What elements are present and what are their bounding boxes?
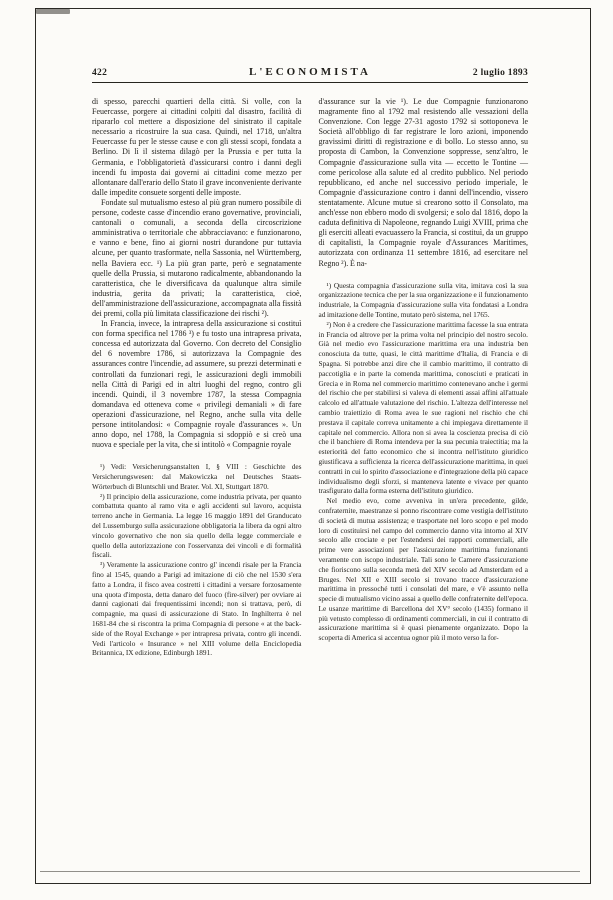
paragraph: Fondate sul mutualismo esteso al più gran numero possibile di persone, codeste casse d'incendio erano governative, provinciali, cantonali o comunali, a seconda della circoscrizione amministrativa o territoriale che abbracciavano: e funzionarono, e vanno e bene, fino ai giorni nostri durandone pur tuttavia alcune, per quanto trasformate, nella Sassonia, nel Württemberg, nella Baviera ecc. ¹) La più gran parte, però e segnatamente quelle della Prussia, si mutarono radicalmente, abbandonando la caratteristica, che le diversificava da qualunque altra simile industria, gerita da privati; la caratteristica, cioè, dell'amministrazione dell'assicurazione, accompagnata alla fissità dei premi, colla più limitata classificazione dei rischi ²). <box>92 197 302 318</box>
paragraph: In Francia, invece, la intrapresa della assicurazione si costituì con forma specifica nel 1786 ³) e fu tosto una intrapresa privata, concessa ed autorizzata dal Governo. Con decreto del Consiglio del 6 novembre 1786, si autorizzava la Compagnie des assurances contre l'incendie, ad assumere, su prezzi determinati e controllati da funzionari regi, le assicurazioni degli immobili nella Città di Parigi ed in altri luoghi del regno, contro gli incendi. Quindi, il 3 novembre 1787, la stessa Compagnia domandava ed otteneva come « privilegi demaniali » di fare operazioni d'assicurazione, nel Regno, anche sulla vita delle persone intitolandosi: « Compagnie royale d'assurances ». Un anno dopo, nel 1788, la Compagnia si sdoppiò e si creò una nuova e speciale per la vita, che si intitolò « Compagnie royale <box>92 319 302 450</box>
issue-date: 2 luglio 1893 <box>472 68 528 78</box>
right-column <box>319 97 529 658</box>
scan-artifact <box>36 9 70 14</box>
footnote: ³) Veramente la assicurazione contro gl' incendi risale per la Francia fino al 1545, quando a Parigi ad imitazione di ciò che nel 1530 s'era fatto a Londra, il fisco avea costretti i cittadini a versare forzosamente una quota d'imposta, detta danaro del fuoco (fire-silver) per ovviare ai danni cagionati dai frequentissimi incendi; non si trattava, però, di compagnie, ma quasi di assicurazione di Stato. In Inghilterra è nel 1681-84 che si riscontra la prima Compagnia di persone « at the back-side of the Royal Exchange » per intrapresa privata, contro gli incendi. Vedi l'articolo « Insurance » nel XIII volume della Enciclopedia Britannica, IX edizione, Edinburgh 1891. <box>92 560 302 658</box>
right-column-text <box>319 97 529 269</box>
paragraph: di spesso, parecchi quartieri della città. Si volle, con la Feuercasse, porgere ai cittadini colpiti dal disastro, facilità di ripararlo col mettere a disposizione del sinistrato il capitale necessario a ricostruire la sua casa. Quindi, nel 1718, un'altra Feuercasse fu per le stesse cause e con gli stessi scopi, fondata a Berlino. Di lì il sistema dilagò per la Prussia e per tutta la Germania, e l'obbligatorietà d'assicurarsi contro i danni degli incendi fu imposta dai governi ai cittadini come mezzo per allontanare dall'erario dello Stato il grave inconveniente derivante dalle impedite consuete sorgenti delle imposte. <box>92 97 302 197</box>
footnote: ¹) Vedi: Versicherungsanstalten I, § VIII : Geschichte des Versicherungswesen: dal Makowiczka nel Deutsches Staats-Wörterbuch di Bluntschli und Brater. Vol. XI, Stuttgart 1870. <box>92 462 302 491</box>
paragraph: d'assurance sur la vie ¹). Le due Compagnie funzionarono magramente fino al 1792 mal resistendo alle vessazioni della Convenzione. Con legge 27-31 agosto 1792 si sottoponeva le Società all'obbligo di far registrare le loro azioni, imponendo gravissimi diritti di registrazione e di bollo. Lo stesso anno, su proposta di Cambon, la Convenzione soppresse, senz'altro, le Compagnie d'assicurazione sulla vita — eccetto le Tontine — come pericolose alla salute ed al credito pubblico. Nel periodo repubblicano, ed anche nel successivo periodo imperiale, le Compagnie d'assicurazione contro i danni dell'incendio, vissero stentatamente. Alcune mutue si crearono sotto il Consolato, ma anch'esse non ebbero modo di svolgersi; e solo dal 1816, dopo la caduta definitiva di Napoleone, regnando Luigi XVIII, prima che gli eserciti alleati evacuassero la Francia, si costituì, da un gruppo di capitalisti, la Compagnie royale d'Assurances Maritimes, autorizzata con ordinanza 11 settembre 1816, ad esercitare nel Regno ²). È na- <box>318 97 528 268</box>
footnote: ²) Il principio della assicurazione, come industria privata, per quanto combattuta quanto al ramo vita e agli accidenti sul lavoro, acquista terreno anche in Germania. La legge 16 maggio 1891 del Granducato del Lussemburgo sulla assicurazione obbligatoria la libera da ogni altro vincolo governativo che non sia quello della legge commerciale e quello della autorizzazione con l'osservanza dei vincoli e di formalità fiscali. <box>92 491 302 560</box>
page-number: 422 <box>92 68 108 78</box>
left-column-footnotes <box>92 462 302 658</box>
footnote: Nel medio evo, come avveniva in un'era precedente, gilde, confraternite, maestranze si ponno riscontrare come vestigia dell'istituto di società di mutua assistenza; e trasportate nel loro scopo e pel modo loro di costituirsi nel campo del commercio danno vita intorno al XIV secolo alle crociate e per l'estendersi dei rapporti commerciali, alle prime vere associazioni per l'assicurazione marittima funzionanti veramente con iscopo industriale. Tali sono le Camere d'assicurazione che fioriscono sulla seconda metà del XIV secolo ad Amsterdam ed a Bruges. Nel XII e XIII secolo si trovano tracce d'assicurazione marittima in pressoché tutti i consolati del mare, e v'è assunto nella specie di mutualismo vicino assai a quello delle confraternite dell'epoca. Le usanze marittime di Barcellona del XV° secolo (1435) formano il più vetusto complesso di ordinamenti commerciali, in cui il contratto di assicurazione marittima si è quasi pienamente organizzato. Dopo la scoperta di America si accentua ognor più il moto verso la for- <box>318 496 528 643</box>
text-columns <box>92 97 528 658</box>
footnote: ²) Non è a credere che l'assicurazione marittima facesse la sua entrata in Francia od altrove per la prima volta nel principio del nostro secolo. Già nel medio evo l'assicurazione marittima era una industria ben conosciuta da tutte, quasi, le città marittime d'Italia, di Francia e di Spagna. Si potrebbe anzi dire che il cambio marittimo, il contratto di paccotiglia e in parte la comenda marittima, conosciuti e praticati in Grecia e in Roma nel commercio marittimo contenevano anche i germi del rischio che per stabilirsi si valeva di elementi assai affini all'attuale calcolo ed all'attuale valutazione del rischio. L'altezza dell'interesse nel cambio traiettizio di Roma avea le sue ragioni nel rischio che chi prestava il capitale correva unitamente a chi impiegava direttamente il capitale nel commercio. Allora non si avea la coscienza precisa di ciò che il banchiere di Roma intendeva per la sua pecunia traiectitia; ma la esteriorità del fatto economico che si incontra nell'istituto giuridico giustificava a sufficienza la ricerca dell'assicurazione marittima, in quei contratti in cui lo spirito d'associazione e d'integrazione della più capace individualismo degli sforzi, si manteneva latente e vivace per quanto trasfigurato dalla forma esterna dell'istituto giuridico. <box>318 319 528 496</box>
footnote: ¹) Questa compagnia d'assicurazione sulla vita, imitava così la sua organizzazione tecnica che per la sua organizzazione e il funzionamento industriale, la Compagnia d'assicurazione sulla vita fondatasi a Londra ad imitazione delle Tontine, mutato però sistema, nel 1765. <box>318 280 528 319</box>
header-rule <box>92 82 528 83</box>
journal-title: L'ECONOMISTA <box>249 66 371 78</box>
scan-bottom-edge <box>40 871 580 872</box>
page-header <box>92 62 528 78</box>
page <box>92 62 528 658</box>
left-column-text <box>92 97 302 450</box>
right-column-footnotes <box>319 281 529 643</box>
left-column <box>92 97 302 658</box>
